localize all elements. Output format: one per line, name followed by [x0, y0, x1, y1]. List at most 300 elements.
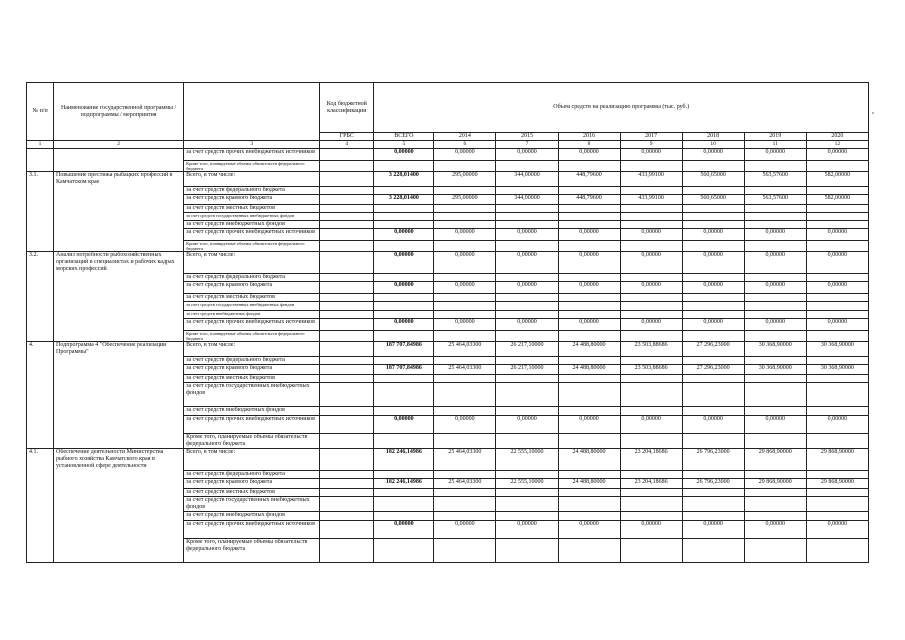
row-year-value: [558, 471, 620, 479]
row-total: 0,00000: [374, 149, 434, 161]
table-row: [27, 282, 869, 294]
row-year-value: [744, 383, 806, 407]
row-year-value: [806, 383, 868, 407]
row-source: за счет средств внебюджетных фондов: [184, 311, 320, 319]
row-grbs: [320, 229, 374, 241]
row-grbs: [320, 434, 374, 449]
table-row: [27, 319, 869, 331]
row-number: [27, 479, 54, 489]
row-number: [27, 375, 54, 383]
row-year-value: [558, 161, 620, 172]
row-year-value: [620, 407, 682, 416]
row-year-value: [744, 274, 806, 282]
row-number: [27, 365, 54, 375]
row-year-value: [806, 161, 868, 172]
row-year-value: [558, 221, 620, 229]
row-grbs: [320, 331, 374, 342]
row-year-value: 0,00000: [806, 416, 868, 434]
row-year-value: [744, 489, 806, 497]
row-year-value: 29 868,90000: [806, 449, 868, 471]
row-year-value: [496, 383, 558, 407]
row-total: 187 707,84986: [374, 365, 434, 375]
table-row: [27, 195, 869, 205]
row-total: 0,00000: [374, 229, 434, 241]
row-year-value: [496, 331, 558, 342]
row-source: за счет средств внебюджетных фондов: [184, 512, 320, 521]
row-year-value: [496, 311, 558, 319]
row-year-value: [806, 302, 868, 311]
row-total: [374, 161, 434, 172]
row-year-value: 0,00000: [744, 149, 806, 161]
row-year-value: 0,00000: [620, 252, 682, 274]
row-total: 3 228,01400: [374, 172, 434, 187]
row-year-value: [806, 187, 868, 195]
row-year-value: [682, 434, 744, 449]
row-year-value: 23 204,18686: [620, 479, 682, 489]
row-year-value: [558, 375, 620, 383]
row-name: [54, 512, 184, 521]
row-year-value: 295,00000: [434, 195, 496, 205]
row-year-value: 25 464,03300: [434, 342, 496, 357]
row-name: [54, 195, 184, 205]
column-number: 8: [558, 141, 620, 149]
row-grbs: [320, 489, 374, 497]
row-grbs: [320, 187, 374, 195]
row-number: [27, 195, 54, 205]
row-year-value: 0,00000: [434, 252, 496, 274]
row-year-value: 0,00000: [682, 252, 744, 274]
row-year-value: [496, 274, 558, 282]
row-year-value: [806, 241, 868, 252]
row-total: 3 228,01400: [374, 195, 434, 205]
row-year-value: [558, 383, 620, 407]
row-year-value: 0,00000: [558, 416, 620, 434]
row-total: 0,00000: [374, 282, 434, 294]
row-year-value: [558, 274, 620, 282]
row-year-value: [434, 213, 496, 221]
row-name: [54, 479, 184, 489]
column-number: 6: [434, 141, 496, 149]
row-grbs: [320, 311, 374, 319]
table-row: [27, 187, 869, 195]
row-year-value: [558, 539, 620, 563]
row-year-value: [744, 539, 806, 563]
row-year-value: [496, 241, 558, 252]
row-source: Всего, в том числе:: [184, 172, 320, 187]
row-year-value: [558, 497, 620, 512]
row-year-value: [434, 512, 496, 521]
row-year-value: [620, 187, 682, 195]
row-year-value: [620, 221, 682, 229]
row-year-value: 0,00000: [682, 149, 744, 161]
row-total: [374, 274, 434, 282]
row-year-value: 0,00000: [682, 282, 744, 294]
row-name: Повышение престижа рыбацких профессий в Камчатском крае: [54, 172, 184, 187]
table-row: [27, 205, 869, 213]
row-source: за счет средств прочих внебюджетных источников: [184, 149, 320, 161]
row-year-value: [682, 331, 744, 342]
row-year-value: [434, 471, 496, 479]
row-number: [27, 357, 54, 365]
row-grbs: [320, 195, 374, 205]
row-year-value: [496, 221, 558, 229]
column-number: 1: [27, 141, 54, 149]
row-total: 0,00000: [374, 319, 434, 331]
table-row: [27, 331, 869, 342]
row-total: [374, 539, 434, 563]
row-year-value: 560,65000: [682, 195, 744, 205]
row-source: Всего, в том числе:: [184, 342, 320, 357]
row-source: за счет средств местных бюджетов: [184, 375, 320, 383]
row-number: [27, 521, 54, 539]
row-source: за счет средств федерального бюджета: [184, 274, 320, 282]
row-year-value: 29 868,90000: [806, 479, 868, 489]
row-year-value: [682, 161, 744, 172]
row-year-value: 26 217,10000: [496, 342, 558, 357]
row-total: 0,00000: [374, 521, 434, 539]
row-year-value: 0,00000: [620, 521, 682, 539]
row-year-value: [744, 187, 806, 195]
row-total: [374, 357, 434, 365]
header-year: 2019: [744, 133, 806, 141]
table-row: [27, 365, 869, 375]
row-year-value: [558, 331, 620, 342]
row-year-value: [558, 512, 620, 521]
scan-mark: [872, 112, 874, 114]
row-name: [54, 471, 184, 479]
row-number: [27, 539, 54, 563]
row-year-value: [496, 375, 558, 383]
row-year-value: 0,00000: [806, 252, 868, 274]
row-year-value: [434, 274, 496, 282]
row-grbs: [320, 294, 374, 302]
row-year-value: [434, 331, 496, 342]
row-year-value: [744, 407, 806, 416]
header-year: 2017: [620, 133, 682, 141]
row-source: Кроме того, планируемые объемы обязательств федерального бюджета: [184, 434, 320, 449]
header-grbs: ГРБС: [320, 133, 374, 141]
row-year-value: 448,79600: [558, 195, 620, 205]
row-grbs: [320, 161, 374, 172]
row-name: [54, 357, 184, 365]
row-name: [54, 149, 184, 161]
row-source: за счет средств государственных внебюджетных фондов: [184, 497, 320, 512]
row-name: [54, 497, 184, 512]
row-year-value: [434, 205, 496, 213]
row-year-value: 563,57600: [744, 195, 806, 205]
row-year-value: [682, 539, 744, 563]
row-grbs: [320, 149, 374, 161]
row-year-value: 0,00000: [496, 521, 558, 539]
row-year-value: 26 796,23000: [682, 449, 744, 471]
row-source: за счет средств внебюджетных фондов: [184, 407, 320, 416]
row-year-value: 27 296,23000: [682, 342, 744, 357]
row-year-value: [496, 407, 558, 416]
row-year-value: 0,00000: [434, 229, 496, 241]
row-year-value: [434, 539, 496, 563]
row-year-value: 0,00000: [744, 416, 806, 434]
row-number: [27, 311, 54, 319]
row-number: [27, 416, 54, 434]
row-source: за счет средств федерального бюджета: [184, 187, 320, 195]
row-grbs: [320, 365, 374, 375]
row-year-value: 0,00000: [744, 319, 806, 331]
table-row: [27, 416, 869, 434]
table-row: [27, 489, 869, 497]
row-year-value: 0,00000: [620, 282, 682, 294]
row-grbs: [320, 319, 374, 331]
table-row: [27, 161, 869, 172]
row-year-value: 344,00000: [496, 172, 558, 187]
row-year-value: 0,00000: [620, 319, 682, 331]
row-year-value: 433,99100: [620, 195, 682, 205]
row-year-value: [496, 213, 558, 221]
row-year-value: 0,00000: [558, 521, 620, 539]
row-total: 187 707,84986: [374, 342, 434, 357]
row-year-value: [682, 497, 744, 512]
row-year-value: [620, 274, 682, 282]
row-grbs: [320, 512, 374, 521]
header-num: № п/п: [27, 83, 54, 141]
row-year-value: [806, 274, 868, 282]
row-grbs: [320, 407, 374, 416]
row-year-value: 25 464,03300: [434, 449, 496, 471]
row-number: [27, 383, 54, 407]
row-year-value: [620, 331, 682, 342]
row-grbs: [320, 471, 374, 479]
header-year: 2015: [496, 133, 558, 141]
row-grbs: [320, 252, 374, 274]
row-year-value: [744, 497, 806, 512]
row-source: Кроме того, планируемые объемы обязательств федерального бюджета: [184, 331, 320, 342]
row-name: [54, 161, 184, 172]
row-number: [27, 149, 54, 161]
row-year-value: [744, 331, 806, 342]
row-source: за счет средств местных бюджетов: [184, 205, 320, 213]
row-number: 4.1.: [27, 449, 54, 471]
row-number: [27, 229, 54, 241]
row-year-value: [558, 294, 620, 302]
row-year-value: [496, 471, 558, 479]
row-year-value: [620, 512, 682, 521]
row-grbs: [320, 521, 374, 539]
row-year-value: [434, 221, 496, 229]
row-year-value: [806, 213, 868, 221]
row-number: 4.: [27, 342, 54, 357]
row-name: Подпрограмма 4 "Обеспечение реализации Программы": [54, 342, 184, 357]
row-year-value: [682, 512, 744, 521]
row-year-value: [744, 205, 806, 213]
row-year-value: [744, 161, 806, 172]
row-source: за счет средств краевого бюджета: [184, 282, 320, 294]
row-year-value: [744, 311, 806, 319]
table-row: [27, 449, 869, 471]
column-number: 4: [320, 141, 374, 149]
row-year-value: [744, 434, 806, 449]
row-year-value: [434, 375, 496, 383]
table-row: [27, 229, 869, 241]
row-year-value: [620, 357, 682, 365]
row-total: [374, 434, 434, 449]
row-number: [27, 319, 54, 331]
row-year-value: 0,00000: [558, 252, 620, 274]
table-row: [27, 375, 869, 383]
row-number: [27, 407, 54, 416]
row-year-value: [620, 375, 682, 383]
table-row: [27, 479, 869, 489]
row-grbs: [320, 375, 374, 383]
row-year-value: [682, 187, 744, 195]
row-year-value: 344,00000: [496, 195, 558, 205]
row-year-value: 0,00000: [496, 149, 558, 161]
table-row: [27, 471, 869, 479]
row-source: за счет средств внебюджетных фондов: [184, 221, 320, 229]
row-year-value: [806, 497, 868, 512]
row-number: 3.1.: [27, 172, 54, 187]
row-year-value: 22 555,10000: [496, 479, 558, 489]
row-year-value: [806, 294, 868, 302]
row-year-value: [558, 241, 620, 252]
row-year-value: [620, 294, 682, 302]
header-volume: Объем средств на реализацию программы (тыс. руб.): [374, 83, 869, 133]
table-row: [27, 294, 869, 302]
table-row: [27, 512, 869, 521]
row-number: [27, 294, 54, 302]
row-year-value: 24 488,80000: [558, 342, 620, 357]
table-row: [27, 539, 869, 563]
row-name: [54, 365, 184, 375]
row-year-value: 0,00000: [620, 229, 682, 241]
row-year-value: [620, 311, 682, 319]
column-number: 11: [744, 141, 806, 149]
row-year-value: 0,00000: [434, 416, 496, 434]
row-year-value: [620, 205, 682, 213]
row-name: [54, 319, 184, 331]
row-year-value: 0,00000: [682, 229, 744, 241]
row-name: [54, 294, 184, 302]
row-year-value: [558, 489, 620, 497]
row-year-value: [496, 187, 558, 195]
row-year-value: 30 368,90000: [806, 365, 868, 375]
table-row: [27, 252, 869, 274]
row-year-value: [434, 302, 496, 311]
row-year-value: 30 368,90000: [744, 365, 806, 375]
row-source: за счет средств прочих внебюджетных источников: [184, 521, 320, 539]
row-year-value: [434, 434, 496, 449]
row-year-value: [620, 383, 682, 407]
row-grbs: [320, 416, 374, 434]
row-year-value: [434, 187, 496, 195]
row-year-value: 563,57600: [744, 172, 806, 187]
row-year-value: [434, 407, 496, 416]
row-year-value: [434, 357, 496, 365]
row-year-value: [806, 311, 868, 319]
row-number: [27, 213, 54, 221]
row-year-value: [806, 512, 868, 521]
row-name: [54, 434, 184, 449]
header-code: Код бюджетной классификации: [320, 83, 374, 133]
row-name: [54, 241, 184, 252]
row-number: 3.2.: [27, 252, 54, 274]
row-year-value: 0,00000: [496, 229, 558, 241]
row-total: [374, 241, 434, 252]
row-year-value: [620, 161, 682, 172]
row-year-value: [434, 311, 496, 319]
row-year-value: [558, 311, 620, 319]
row-year-value: 0,00000: [496, 319, 558, 331]
row-year-value: [558, 434, 620, 449]
row-number: [27, 434, 54, 449]
row-name: [54, 221, 184, 229]
row-grbs: [320, 282, 374, 294]
table-row: [27, 521, 869, 539]
row-year-value: 25 464,03300: [434, 479, 496, 489]
row-year-value: [806, 205, 868, 213]
row-year-value: [620, 539, 682, 563]
row-year-value: [806, 375, 868, 383]
row-year-value: [806, 434, 868, 449]
row-year-value: [558, 187, 620, 195]
row-year-value: 24 488,80000: [558, 479, 620, 489]
row-year-value: [682, 274, 744, 282]
row-grbs: [320, 172, 374, 187]
row-year-value: [434, 489, 496, 497]
row-total: [374, 187, 434, 195]
column-number: 12: [806, 141, 868, 149]
row-grbs: [320, 479, 374, 489]
row-year-value: [744, 213, 806, 221]
table-row: [27, 241, 869, 252]
row-year-value: 0,00000: [744, 252, 806, 274]
row-total: 182 246,14986: [374, 449, 434, 471]
row-year-value: [744, 357, 806, 365]
row-year-value: [806, 539, 868, 563]
row-year-value: [496, 302, 558, 311]
row-year-value: 0,00000: [806, 521, 868, 539]
row-year-value: 27 296,23000: [682, 365, 744, 375]
row-name: [54, 539, 184, 563]
row-name: [54, 302, 184, 311]
table-row: [27, 302, 869, 311]
header-year: 2014: [434, 133, 496, 141]
row-source: за счет средств местных бюджетов: [184, 489, 320, 497]
row-year-value: [806, 357, 868, 365]
row-year-value: [496, 161, 558, 172]
row-year-value: [682, 302, 744, 311]
row-grbs: [320, 539, 374, 563]
row-year-value: [806, 471, 868, 479]
row-year-value: [806, 407, 868, 416]
row-name: [54, 229, 184, 241]
row-year-value: 29 868,90000: [744, 479, 806, 489]
row-year-value: [682, 205, 744, 213]
row-year-value: 0,00000: [744, 229, 806, 241]
row-total: [374, 205, 434, 213]
header-year: 2020: [806, 133, 868, 141]
row-total: [374, 497, 434, 512]
column-number-row: [27, 141, 869, 149]
row-total: 182 246,14986: [374, 479, 434, 489]
row-grbs: [320, 449, 374, 471]
row-year-value: 0,00000: [682, 416, 744, 434]
header-total: ВСЕГО: [374, 133, 434, 141]
column-number: 5: [374, 141, 434, 149]
row-year-value: [620, 302, 682, 311]
column-number: 3: [184, 141, 320, 149]
row-year-value: 0,00000: [682, 319, 744, 331]
row-year-value: [682, 241, 744, 252]
row-grbs: [320, 357, 374, 365]
